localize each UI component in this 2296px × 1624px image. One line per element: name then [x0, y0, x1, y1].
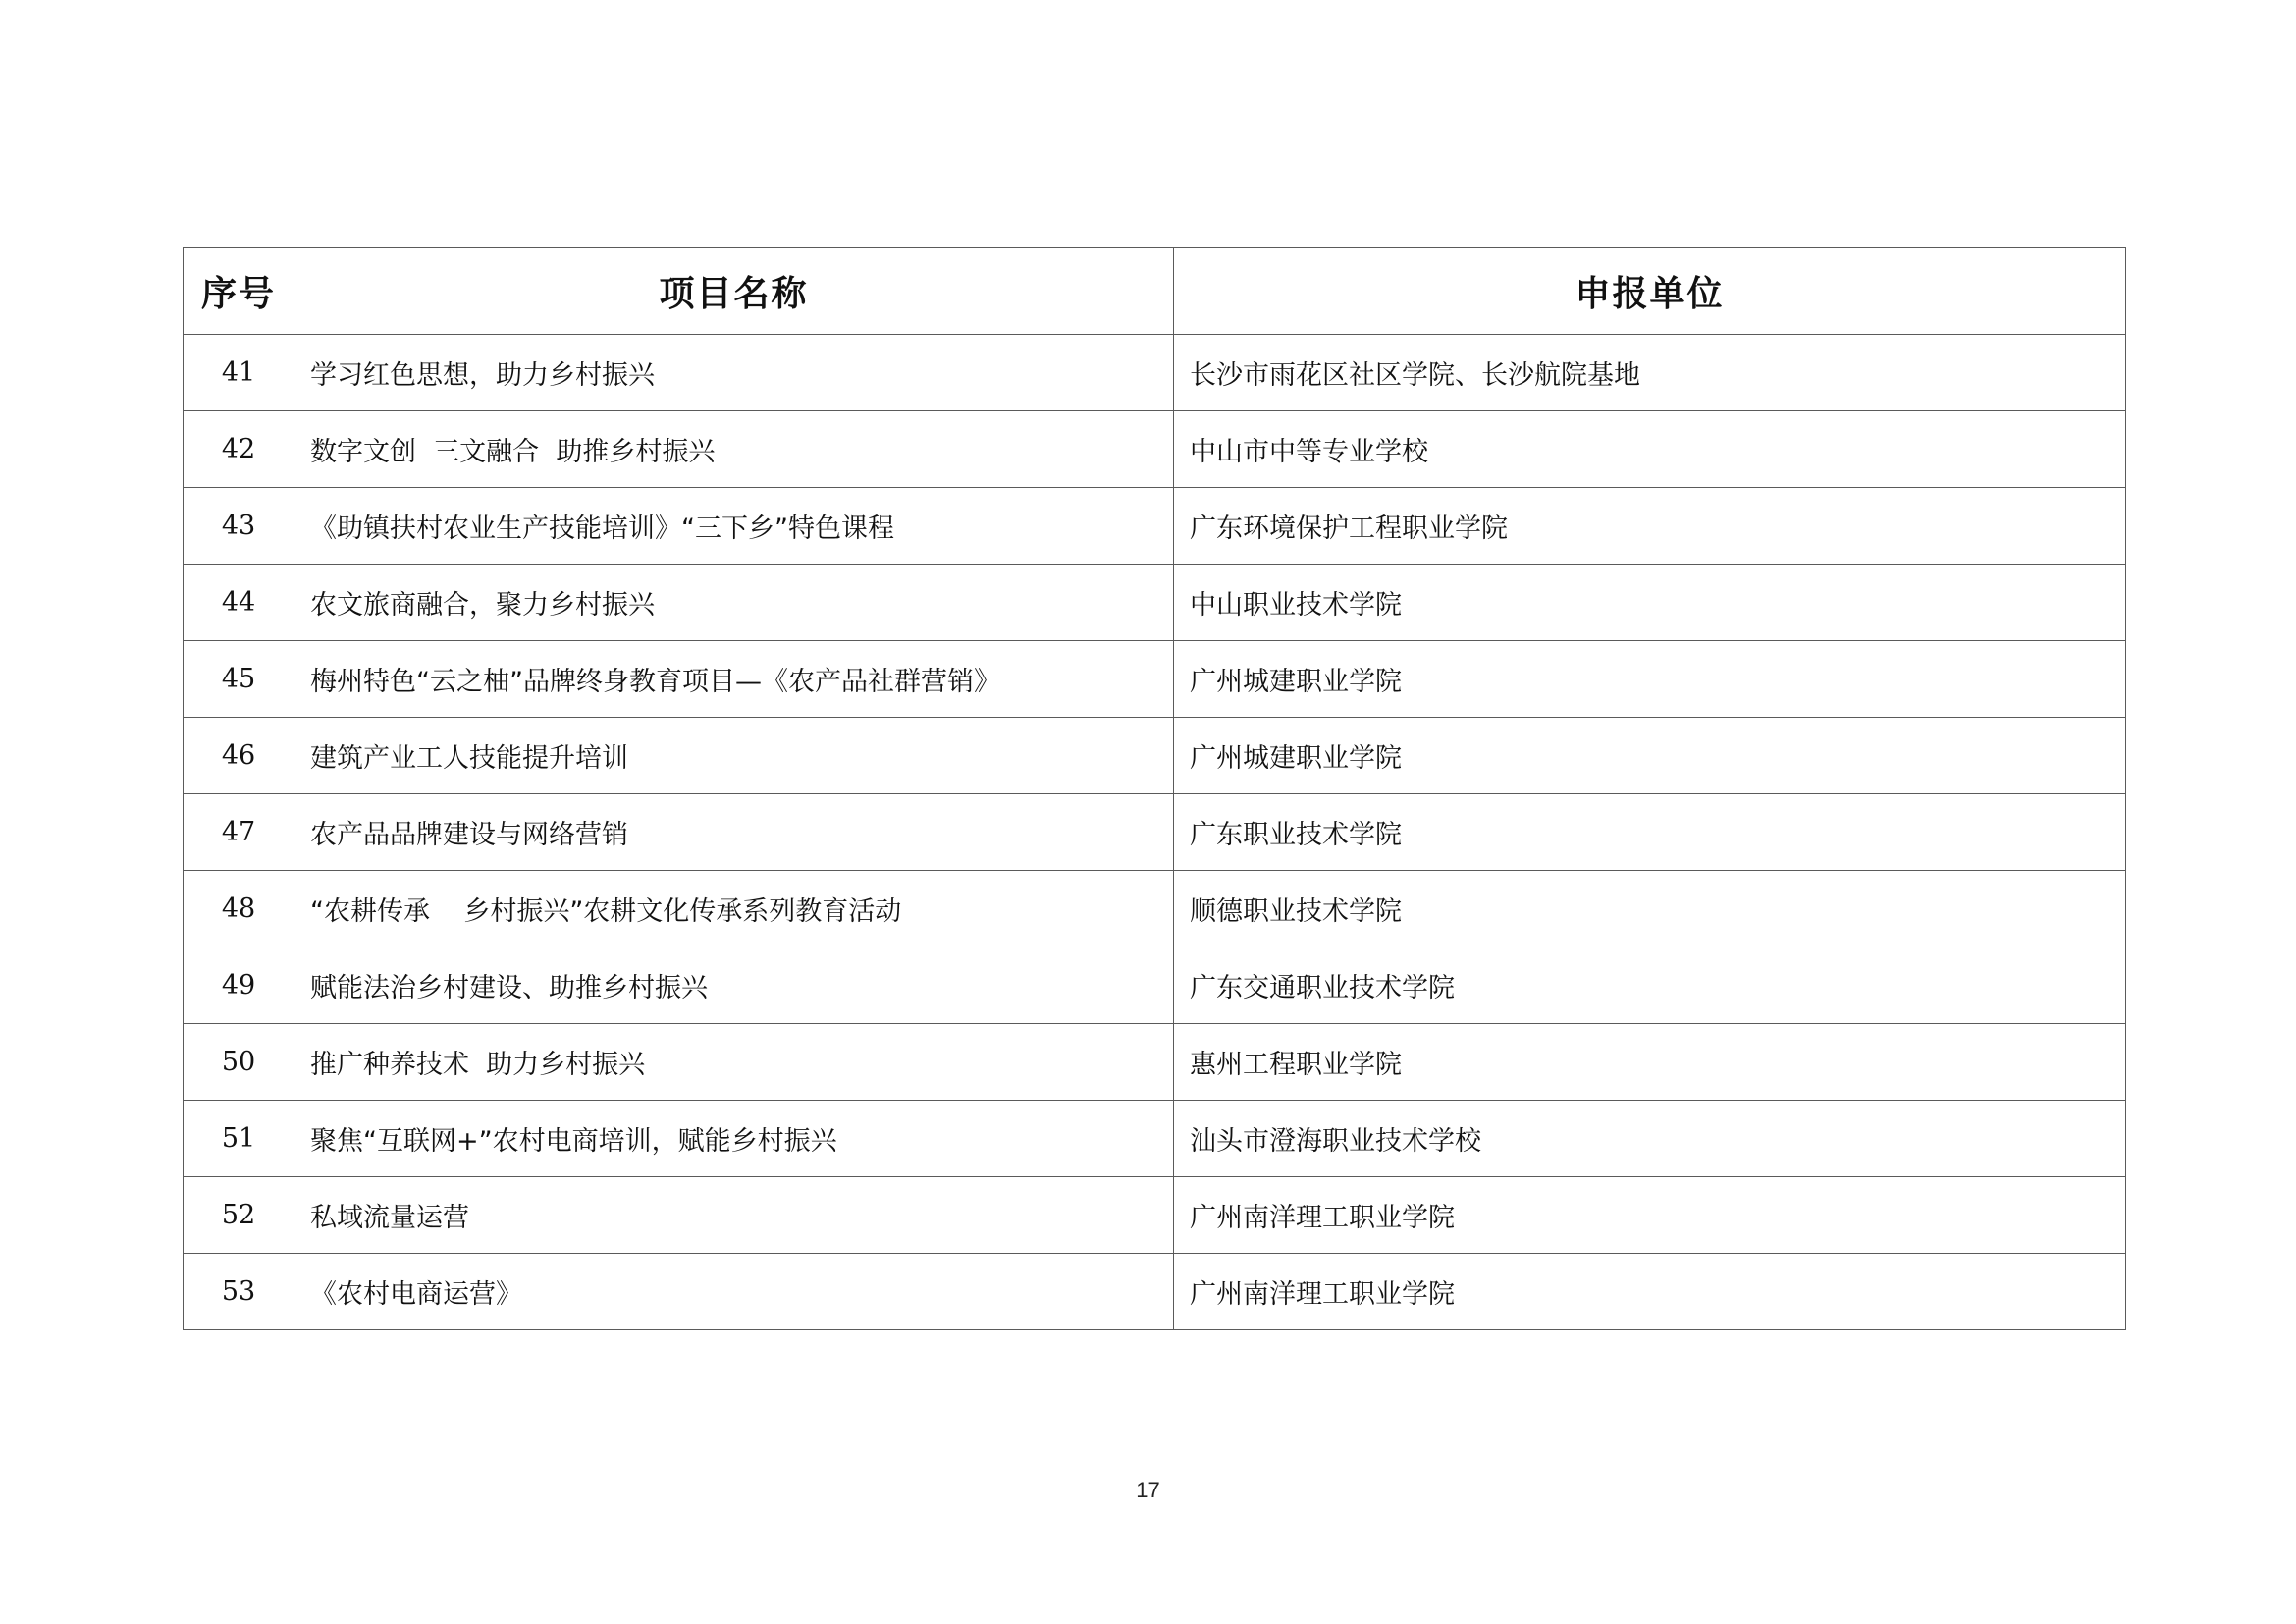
table-row: [184, 1254, 2126, 1330]
cell-applicant-unit: 广州南洋理工职业学院: [1174, 1177, 2126, 1254]
cell-serial-number: 44: [184, 565, 294, 641]
cell-project-name: 推广种养技术 助力乡村振兴: [294, 1024, 1174, 1101]
cell-project-name: “农耕传承 乡村振兴”农耕文化传承系列教育活动: [294, 871, 1174, 947]
cell-project-name: 赋能法治乡村建设、助推乡村振兴: [294, 947, 1174, 1024]
table-row: [184, 947, 2126, 1024]
cell-applicant-unit: 顺德职业技术学院: [1174, 871, 2126, 947]
project-table: [183, 247, 2126, 1330]
cell-applicant-unit: 中山市中等专业学校: [1174, 411, 2126, 488]
table-row: [184, 411, 2126, 488]
cell-applicant-unit: 广东交通职业技术学院: [1174, 947, 2126, 1024]
cell-project-name: 《农村电商运营》: [294, 1254, 1174, 1330]
cell-applicant-unit: 汕头市澄海职业技术学校: [1174, 1101, 2126, 1177]
cell-applicant-unit: 广州南洋理工职业学院: [1174, 1254, 2126, 1330]
table-row: [184, 1101, 2126, 1177]
cell-serial-number: 46: [184, 718, 294, 794]
cell-applicant-unit: 惠州工程职业学院: [1174, 1024, 2126, 1101]
cell-project-name: 学习红色思想，助力乡村振兴: [294, 335, 1174, 411]
cell-applicant-unit: 广东职业技术学院: [1174, 794, 2126, 871]
cell-project-name: 私域流量运营: [294, 1177, 1174, 1254]
cell-serial-number: 45: [184, 641, 294, 718]
cell-project-name: 数字文创 三文融合 助推乡村振兴: [294, 411, 1174, 488]
table-row: [184, 1024, 2126, 1101]
cell-serial-number: 47: [184, 794, 294, 871]
cell-serial-number: 52: [184, 1177, 294, 1254]
cell-serial-number: 41: [184, 335, 294, 411]
table-row: [184, 641, 2126, 718]
cell-applicant-unit: 中山职业技术学院: [1174, 565, 2126, 641]
cell-applicant-unit: 长沙市雨花区社区学院、长沙航院基地: [1174, 335, 2126, 411]
cell-serial-number: 53: [184, 1254, 294, 1330]
table-body: [184, 335, 2126, 1330]
header-project-name: 项目名称: [294, 248, 1174, 335]
cell-project-name: 梅州特色“云之柚”品牌终身教育项目—《农产品社群营销》: [294, 641, 1174, 718]
table-row: [184, 488, 2126, 565]
table-row: [184, 335, 2126, 411]
cell-project-name: 《助镇扶村农业生产技能培训》“三下乡”特色课程: [294, 488, 1174, 565]
table-row: [184, 871, 2126, 947]
header-applicant-unit: 申报单位: [1174, 248, 2126, 335]
table-row: [184, 1177, 2126, 1254]
table-header-row: [184, 248, 2126, 335]
cell-serial-number: 42: [184, 411, 294, 488]
table-row: [184, 718, 2126, 794]
cell-serial-number: 51: [184, 1101, 294, 1177]
cell-project-name: 聚焦“互联网+”农村电商培训，赋能乡村振兴: [294, 1101, 1174, 1177]
table-row: [184, 565, 2126, 641]
cell-applicant-unit: 广州城建职业学院: [1174, 718, 2126, 794]
cell-serial-number: 50: [184, 1024, 294, 1101]
table-row: [184, 794, 2126, 871]
cell-project-name: 农产品品牌建设与网络营销: [294, 794, 1174, 871]
cell-serial-number: 49: [184, 947, 294, 1024]
cell-applicant-unit: 广州城建职业学院: [1174, 641, 2126, 718]
cell-project-name: 建筑产业工人技能提升培训: [294, 718, 1174, 794]
cell-project-name: 农文旅商融合，聚力乡村振兴: [294, 565, 1174, 641]
header-serial-number: 序号: [184, 248, 294, 335]
cell-serial-number: 43: [184, 488, 294, 565]
page-number: 17: [1136, 1478, 1160, 1502]
cell-applicant-unit: 广东环境保护工程职业学院: [1174, 488, 2126, 565]
cell-serial-number: 48: [184, 871, 294, 947]
